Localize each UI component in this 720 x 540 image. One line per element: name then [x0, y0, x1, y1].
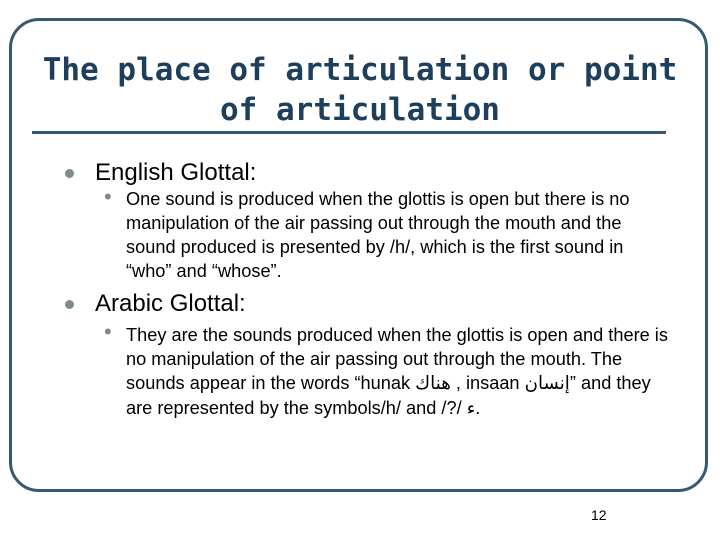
- page-number: 12: [591, 507, 607, 523]
- paragraph-text: They are the sounds produced when the glottis is open and there is no manipulation of the air passing out through the mouth. The sounds appear in the words “hunak: [126, 325, 668, 393]
- arabic-word-hunak: هناك: [415, 373, 451, 394]
- section-heading-english: English Glottal:: [95, 159, 257, 186]
- paragraph-text: ” and they are represented by the symbols/h/ and /?/: [126, 373, 651, 418]
- title-line-1: The place of articulation or point: [42, 52, 678, 88]
- slide-title: [40, 50, 680, 130]
- paragraph-text: , insaan: [450, 373, 525, 393]
- sub-bullet-icon: •: [104, 319, 112, 344]
- title-underline: [32, 131, 666, 134]
- paragraph-text: .: [475, 398, 481, 418]
- title-line-2: of articulation: [220, 92, 500, 128]
- section-heading-arabic: Arabic Glottal:: [95, 290, 246, 317]
- bullet-icon: [65, 169, 74, 178]
- sub-bullet-icon: •: [104, 184, 112, 209]
- arabic-word-insaan: إنسان: [524, 373, 570, 394]
- section-paragraph-english: One sound is produced when the glottis is open but there is no manipulation of the air passing out through the mouth and the sound produced is presented by /h/, which is the first sound in “who” and “whose”.: [126, 189, 630, 281]
- arabic-hamza: ء: [466, 398, 476, 419]
- section-paragraph-arabic: [126, 323, 671, 421]
- bullet-icon: [65, 300, 74, 309]
